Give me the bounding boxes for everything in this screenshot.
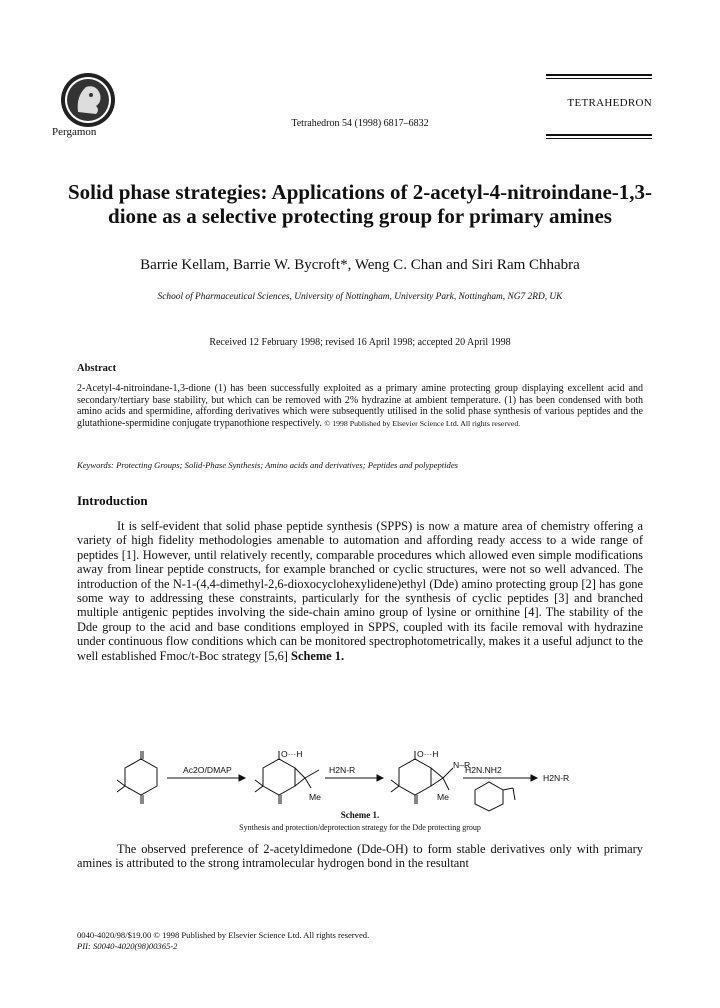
introduction-paragraph-1 [77, 519, 643, 663]
footer-issn: 0040-4020/98/$19.00 © 1998 Published by Elsevier Science Ltd. All rights reserved. [77, 930, 370, 940]
nr-label: N–R [453, 760, 471, 770]
keywords: Keywords: Protecting Groups; Solid-Phase Synthesis; Amino acids and derivatives; Peptides and polypeptides [77, 460, 459, 470]
journal-name: TETRAHEDRON [567, 97, 652, 109]
scheme-reference: Scheme 1. [291, 648, 345, 663]
header-rule-top-thin [546, 78, 652, 79]
article-authors: Barrie Kellam, Barrie W. Bycroft*, Weng C. Chan and Siri Ram Chhabra [140, 257, 580, 273]
article-title: Solid phase strategies: Applications of 2-acetyl-4-nitroindane-1,3-dione as a selective protecting group for primary amines [67, 180, 653, 228]
journal-citation: Tetrahedron 54 (1998) 6817–6832 [291, 118, 429, 129]
intro-p1-text: It is self-evident that solid phase peptide synthesis (SPPS) is now a mature area of chemistry offering a variety of high fidelity methodologies amenable to automation and affording ready access to a wide range of peptides [1]. However, until relatively recently, comparable procedures which allowed even simple modifications away from linear peptide constructs, for example branched or cyclic structures, were not so well advanced. The introduction of the N-1-(4,4-dimethyl-2,6-dioxocyclohexylidene)ethyl (Dde) amino protecting group [2] has gone some way to addressing these constraints, particularly for the synthesis of cyclic peptides [3] and branched multiple antigenic peptides involving the side-chain amino group of lysine or ornithine [4]. The stability of the Dde group to the acid and base conditions employed in SPPS, coupled with its facile removal with hydrazine under continuous flow conditions which can be monitored spectrophotometrically, makes it a useful adjunct to the well established Fmoc/t-Boc strategy [5,6] [77, 519, 643, 663]
scheme-title: Scheme 1. [340, 810, 380, 820]
abstract-heading: Abstract [77, 363, 117, 374]
abstract-body [77, 383, 643, 429]
abstract-copyright: © 1998 Published by Elsevier Science Ltd. All rights reserved. [324, 418, 521, 428]
intro-p2-text: The observed preference of 2-acetyldimedone (Dde-OH) to form stable derivatives only with primary amines is attributed to the strong intramolecular hydrogen bond in the resultant [77, 842, 643, 871]
abstract-text: 2-Acetyl-4-nitroindane-1,3-dione (1) has been successfully exploited as a primary amine protecting group displaying excellent acid and secondary/tertiary base stability, but which can be removed with 2% hydrazine at ambient temperature. (1) has been condensed with both amino acids and spermidine, affording derivatives which were subsequently utilised in the solid phase synthesis of various peptides and the glutathione-spermidine conjugate trypanothione respectively. [77, 383, 643, 429]
introduction-paragraph-2 [77, 842, 643, 871]
header-rule-top [546, 74, 652, 76]
scheme-1-figure [115, 748, 595, 856]
reagent-ac2o-dmap: Ac2O/DMAP [183, 765, 232, 775]
header-rule-bottom-thin [546, 138, 652, 139]
footer-pii: PII: S0040-4020(98)00365-2 [77, 941, 178, 951]
me-label-1: Me [309, 792, 321, 802]
oh-label-2: O···H [417, 749, 439, 759]
header-rule-bottom [546, 134, 652, 136]
oh-label-1: O···H [281, 749, 303, 759]
reagent-hydrazine: H2N.NH2 [465, 765, 502, 775]
scheme-caption: Synthesis and protection/deprotection strategy for the Dde protecting group [239, 823, 481, 832]
reagent-amine: H2N-R [329, 765, 356, 775]
released-amine: H2N-R [543, 773, 570, 783]
author-affiliation: School of Pharmaceutical Sciences, University of Nottingham, University Park, Nottingham, NG7 2RD, UK [157, 292, 563, 302]
publisher-name: Pergamon [52, 126, 97, 138]
me-label-2: Me [437, 792, 449, 802]
received-dates: Received 12 February 1998; revised 16 April 1998; accepted 20 April 1998 [209, 337, 511, 348]
page-footer [77, 930, 369, 952]
introduction-heading: Introduction [77, 493, 148, 508]
